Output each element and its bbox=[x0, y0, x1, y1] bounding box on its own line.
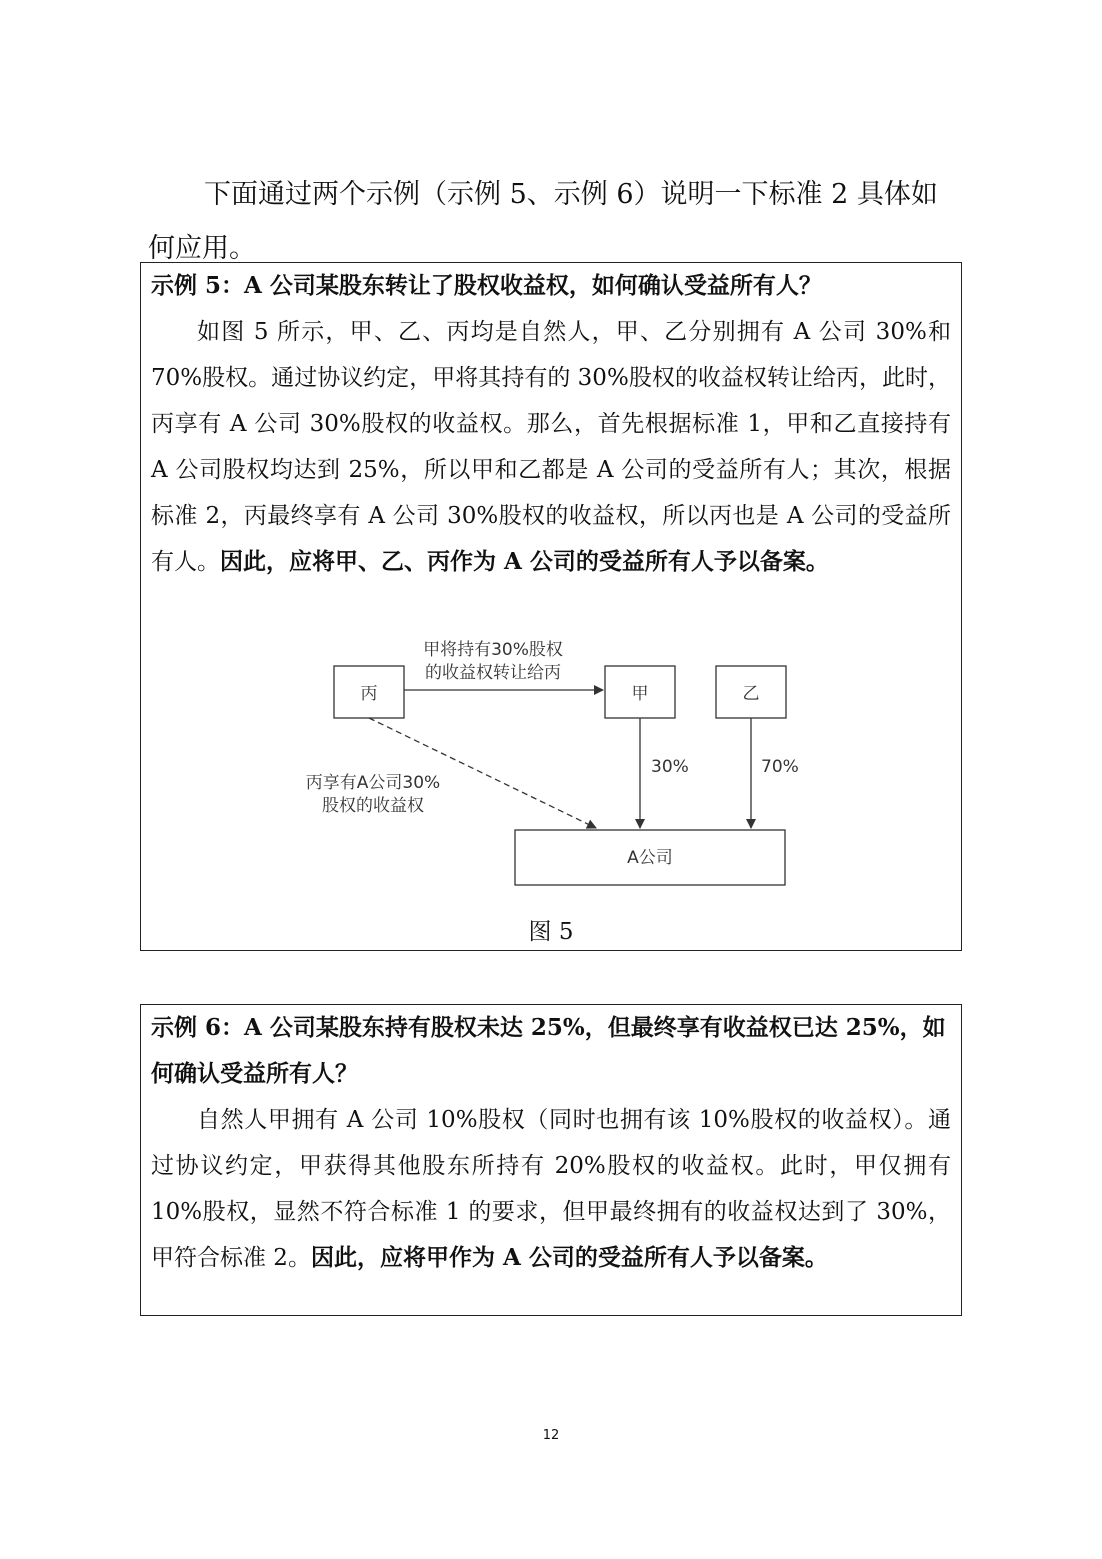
example-6-title: 示例 6：A 公司某股东持有股权未达 25%，但最终享有收益权已达 25%，如何确认受益所有人？ bbox=[151, 1014, 946, 1087]
node-jia-label: 甲 bbox=[631, 684, 649, 704]
example-5-box bbox=[140, 262, 962, 951]
edge-transfer-label-2: 的收益权转让给丙 bbox=[425, 663, 561, 683]
node-yi-label: 乙 bbox=[742, 684, 760, 704]
example-5-body-text: 如图 5 所示，甲、乙、丙均是自然人，甲、乙分别拥有 A 公司 30%和 70%股权。通过协议约定，甲将其持有的 30%股权的收益权转让给丙，此时，丙享有 A 公司 30%股权的收益权。那么，首先根据标准 1，甲和乙直接持有 A 公司股权均达到 25%，所以甲和乙都是 A 公司的受益所有人；其次，根据标准 2，丙最终享有 A 公司 30%股权的收益权，所以丙也是 A 公司的受益所有人。 bbox=[151, 319, 951, 575]
node-bing-label: 丙 bbox=[360, 684, 378, 704]
node-yi bbox=[716, 666, 786, 718]
edge-jia-share-label: 30% bbox=[651, 757, 689, 777]
example-5-title: 示例 5：A 公司某股东转让了股权收益权，如何确认受益所有人？ bbox=[151, 272, 822, 299]
edge-bing-benefit-label-1: 丙享有A公司30% bbox=[305, 773, 441, 793]
page-number: 12 bbox=[542, 1428, 560, 1443]
node-company-label: A公司 bbox=[627, 848, 673, 868]
node-company bbox=[515, 830, 785, 885]
edge-bing-benefit-label-2: 股权的收益权 bbox=[322, 796, 424, 816]
ownership-diagram bbox=[141, 638, 961, 898]
example-6-body bbox=[141, 1097, 961, 1281]
example-5-conclusion: 因此，应将甲、乙、丙作为 A 公司的受益所有人予以备案。 bbox=[220, 548, 829, 575]
node-jia bbox=[605, 666, 675, 718]
edge-yi-share-label: 70% bbox=[761, 757, 799, 777]
example-6-body-text: 自然人甲拥有 A 公司 10%股权（同时也拥有该 10%股权的收益权）。通过协议约定，甲获得其他股东所持有 20%股权的收益权。此时，甲仅拥有 10%股权，显然不符合标准 1 的要求，但甲最终拥有的收益权达到了 30%，甲符合标准 2。 bbox=[151, 1107, 951, 1271]
node-bing bbox=[334, 666, 404, 718]
intro-paragraph: 下面通过两个示例（示例 5、示例 6）说明一下标准 2 具体如何应用。 bbox=[148, 179, 938, 264]
example-6-box bbox=[140, 1004, 962, 1316]
example-6-conclusion: 因此，应将甲作为 A 公司的受益所有人予以备案。 bbox=[310, 1244, 828, 1271]
edge-transfer-label-1: 甲将持有30%股权 bbox=[423, 640, 563, 660]
figure-caption: 图 5 bbox=[528, 919, 574, 945]
example-5-body bbox=[141, 309, 961, 585]
